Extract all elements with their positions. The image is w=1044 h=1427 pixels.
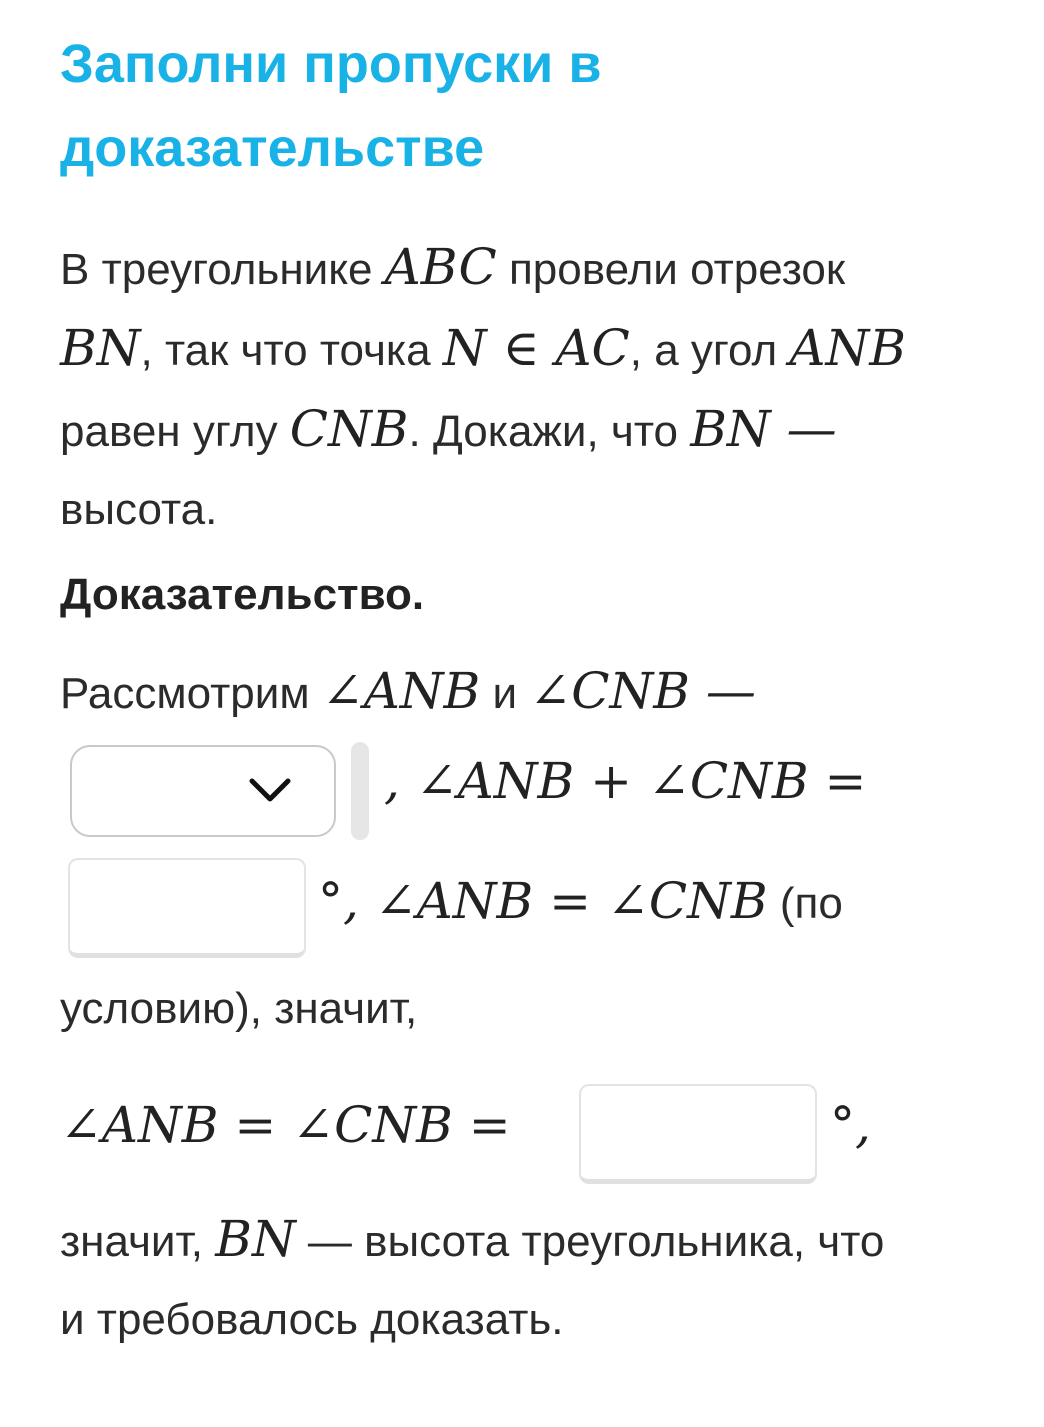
proof-heading: Доказательство.	[60, 570, 425, 619]
math-angle-anb: ∠ANB	[321, 662, 481, 720]
math-abc: ABC	[384, 238, 497, 296]
conclusion	[60, 1200, 1020, 1359]
proof-line-5	[60, 1096, 511, 1154]
proof-line-1	[60, 662, 756, 720]
problem-text: . Докажи, что	[408, 407, 691, 456]
problem-text: равен углу	[60, 407, 290, 456]
problem-line-4: высота.	[60, 485, 218, 534]
chevron-down-icon	[248, 775, 292, 805]
proof-text: — высота треугольника, что	[295, 1217, 885, 1266]
math-n-in-ac: N ∈ AC	[442, 319, 630, 377]
proof-text: и	[480, 669, 530, 718]
proof-line-3	[318, 872, 843, 930]
exercise-title: Заполни пропуски в доказательстве	[60, 34, 602, 178]
math-cnb: CNB	[289, 400, 409, 458]
proof-text: (по	[767, 879, 843, 928]
math-degree: °,	[830, 1096, 871, 1154]
proof-line-2	[384, 752, 866, 810]
problem-text: , так что точка	[140, 326, 443, 375]
dropdown-scrollbar[interactable]	[351, 742, 369, 840]
conclusion-line-2: и требовалось доказать.	[60, 1295, 564, 1344]
math-bn: BN	[60, 319, 141, 377]
conclusion-line-1	[60, 1200, 1020, 1281]
proof-text: Рассмотрим	[60, 669, 322, 718]
math-bn-dash: BN —	[690, 400, 837, 458]
math-angles-equal: °, ∠ANB = ∠CNB	[318, 872, 768, 930]
angle-sum-input[interactable]	[68, 858, 306, 958]
math-angle-eq: ∠ANB = ∠CNB =	[60, 1096, 511, 1154]
math-angle-sum: , ∠ANB + ∠CNB =	[384, 752, 867, 810]
math-bn: BN	[215, 1210, 296, 1268]
proof-line-4: условию), значит,	[60, 984, 418, 1033]
problem-line-2	[60, 309, 1020, 390]
proof-line-5-end	[830, 1096, 871, 1154]
problem-line-1	[60, 228, 1020, 309]
problem-text: , а угол	[629, 326, 790, 375]
angle-type-dropdown[interactable]	[70, 745, 336, 837]
problem-statement	[60, 228, 1020, 549]
problem-text: В треугольнике	[60, 245, 385, 294]
math-angle-cnb: ∠CNB —	[529, 662, 756, 720]
problem-text: провели отрезок	[496, 245, 846, 294]
angle-value-input[interactable]	[579, 1084, 817, 1184]
proof-text: значит,	[60, 1217, 216, 1266]
problem-line-3	[60, 390, 1020, 471]
math-anb: ANB	[789, 319, 906, 377]
